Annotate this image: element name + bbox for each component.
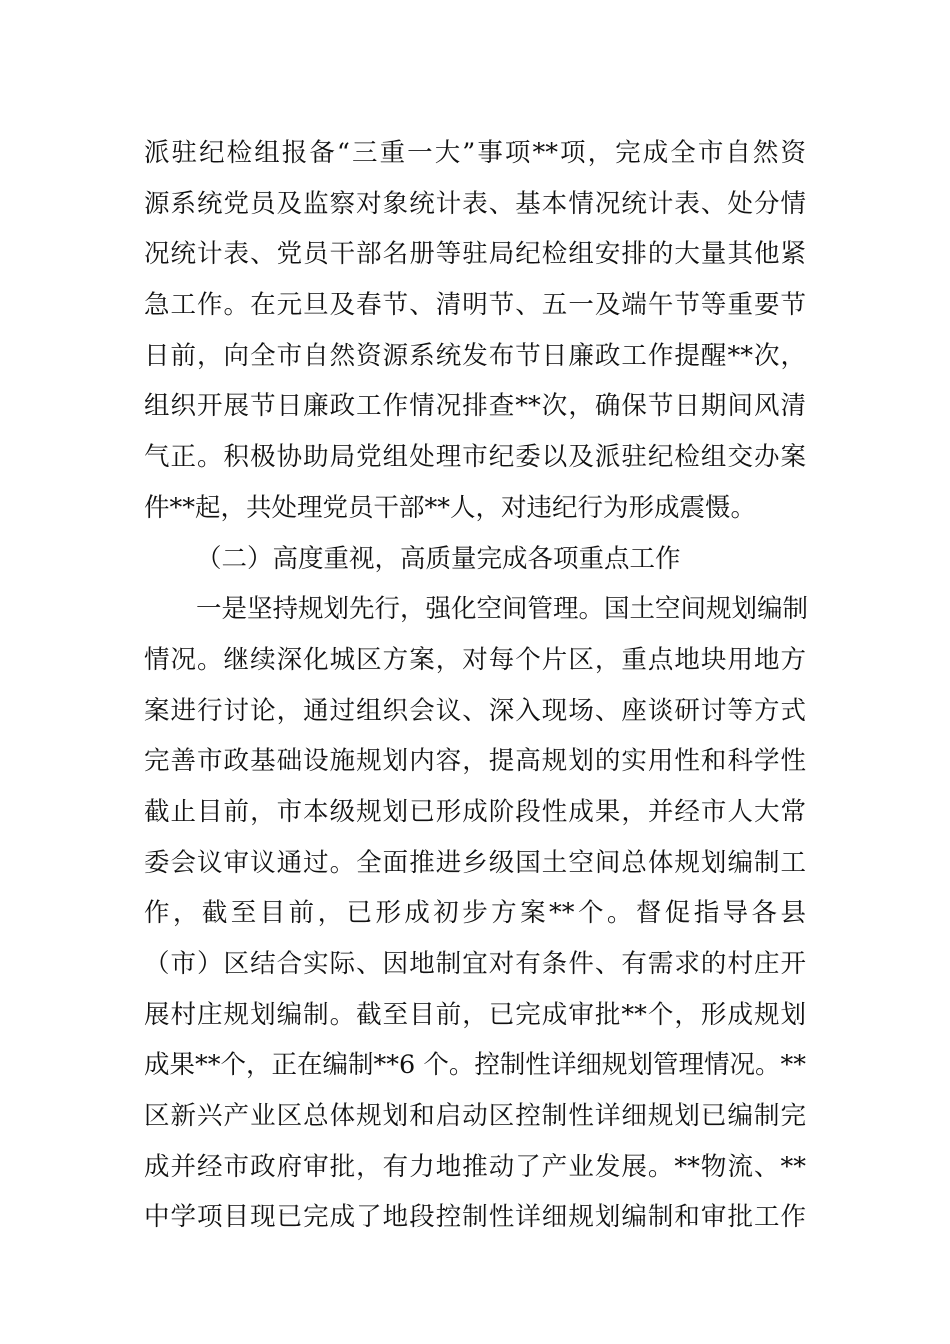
text-line-20: 区新兴产业区总体规划和启动区控制性详细规划已编制完 <box>144 1101 806 1132</box>
text-line-19: 成果**个，正在编制**6 个。控制性详细规划管理情况。** <box>144 1050 806 1081</box>
text-line-3: 况统计表、党员干部名册等驻局纪检组安排的大量其他紧 <box>144 239 806 270</box>
text-line-4: 急工作。在元旦及春节、清明节、五一及端午节等重要节 <box>144 290 806 321</box>
text-line-6: 组织开展节日廉政工作情况排查**次，确保节日期间风清 <box>144 391 806 422</box>
text-line-14: 截止目前，市本级规划已形成阶段性成果，并经市人大常 <box>144 796 806 827</box>
text-line-22: 中学项目现已完成了地段控制性详细规划编制和审批工作 <box>144 1202 806 1233</box>
text-line-13: 完善市政基础设施规划内容，提高规划的实用性和科学性 <box>144 746 806 777</box>
text-line-18: 展村庄规划编制。截至目前，已完成审批**个，形成规划 <box>144 999 806 1030</box>
text-line-17: （市）区结合实际、因地制宜对有条件、有需求的村庄开 <box>144 949 806 979</box>
text-line-12: 案进行讨论，通过组织会议、深入现场、座谈研讨等方式 <box>144 695 806 726</box>
body-text <box>144 128 809 1243</box>
text-line-21: 成并经市政府审批，有力地推动了产业发展。**物流、** <box>144 1151 806 1182</box>
text-line-15: 委会议审议通过。全面推进乡级国土空间总体规划编制工 <box>144 847 806 878</box>
text-line-16: 作，截至目前，已形成初步方案**个。督促指导各县 <box>144 898 806 929</box>
section-heading: （二）高度重视，高质量完成各项重点工作 <box>196 543 681 574</box>
text-line-10: 一是坚持规划先行，强化空间管理。国土空间规划编制 <box>196 594 809 625</box>
text-line-7: 气正。积极协助局党组处理市纪委以及派驻纪检组交办案 <box>144 442 806 473</box>
text-line-5: 日前，向全市自然资源系统发布节日廉政工作提醒**次， <box>144 340 806 371</box>
text-line-11: 情况。继续深化城区方案，对每个片区，重点地块用地方 <box>144 644 806 675</box>
text-line-2: 源系统党员及监察对象统计表、基本情况统计表、处分情 <box>144 188 806 219</box>
text-line-1: 派驻纪检组报备“三重一大”事项**项，完成全市自然资 <box>144 138 806 168</box>
text-line-8: 件**起，共处理党员干部**人，对违纪行为形成震慑。 <box>144 492 757 523</box>
